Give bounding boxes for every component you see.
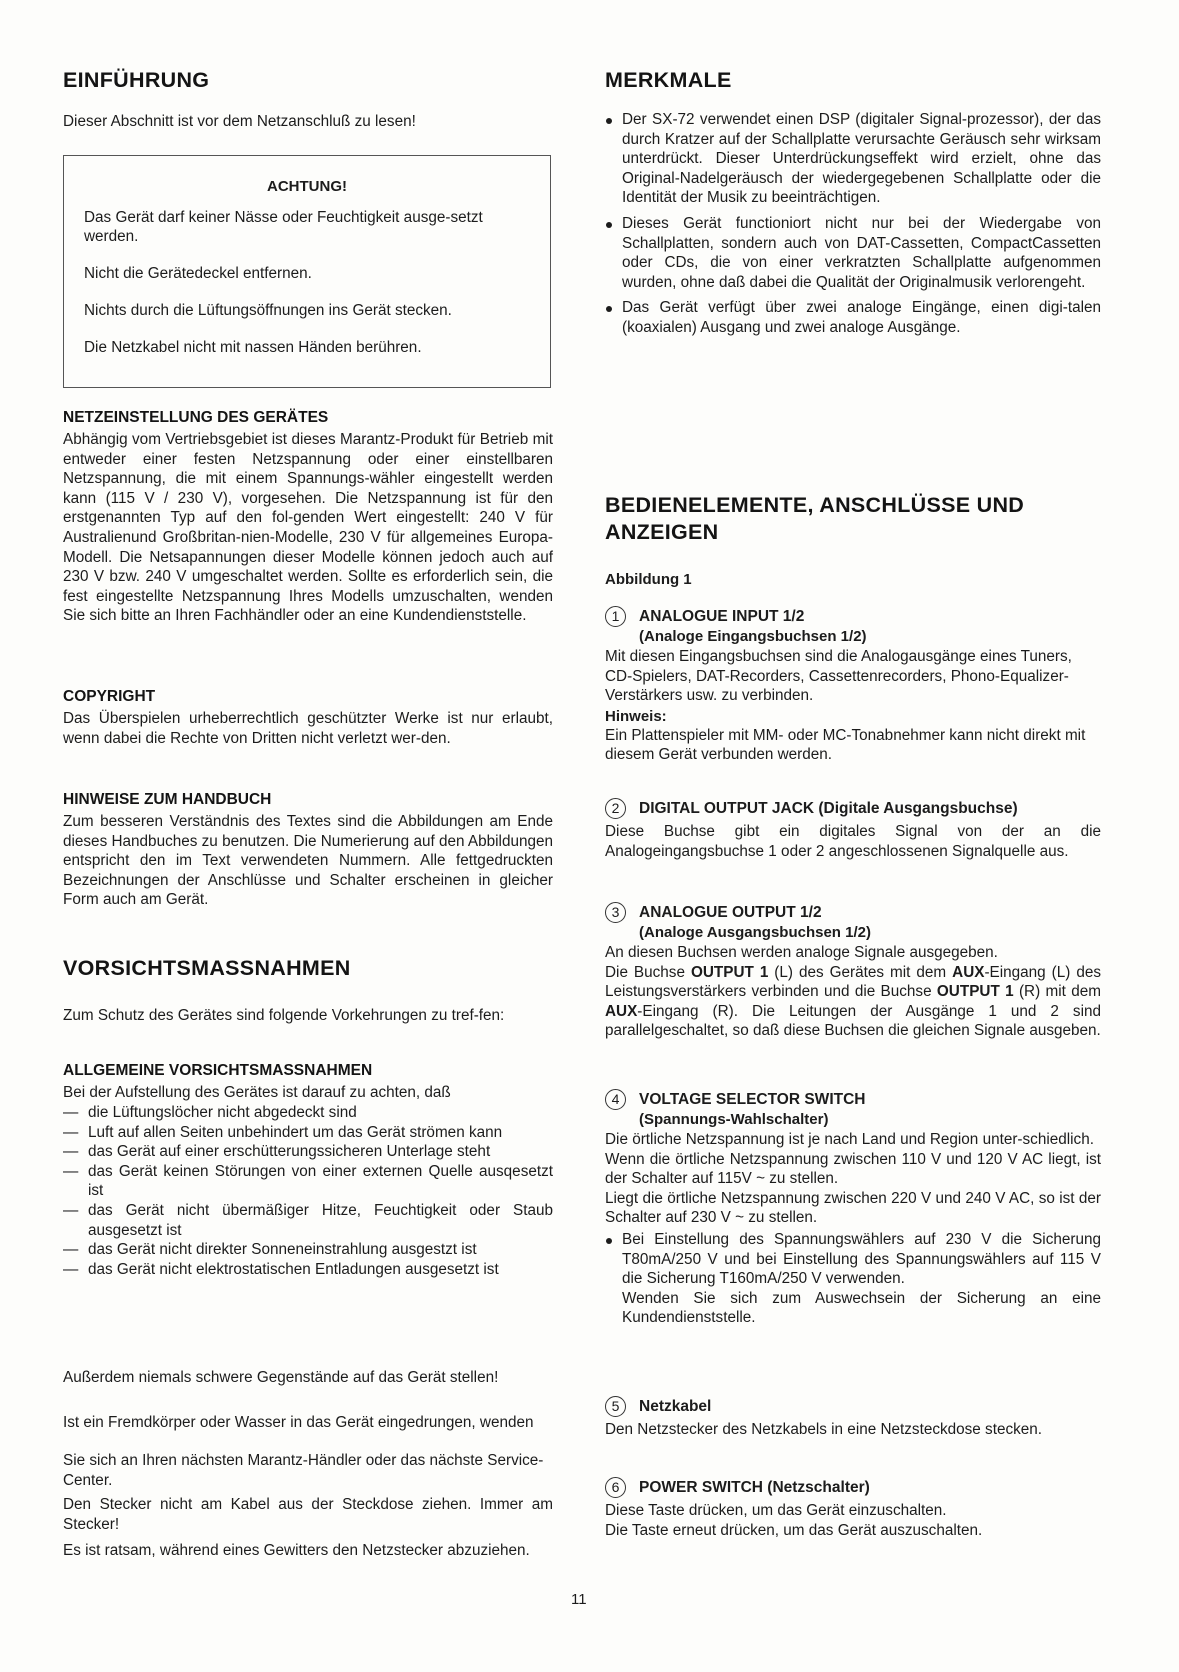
figure-label: Abbildung 1 — [605, 571, 692, 588]
item-text: An diesen Buchsen werden analoge Signale ausgegeben. — [605, 944, 998, 961]
section-title-einfuehrung: EINFÜHRUNG — [63, 68, 210, 92]
vorsicht-sub-intro: Bei der Aufstellung des Gerätes ist darauf zu achten, daß — [63, 1084, 451, 1101]
item-subtitle: (Analoge Eingangsbuchsen 1/2) — [639, 628, 867, 645]
number-badge: 1 — [605, 606, 626, 627]
item-heading — [605, 903, 1101, 943]
item-text: Wenn die örtliche Netzspannung zwischen 110 V und 120 V AC liegt, ist der Schalter auf 115V ~ zu stellen. — [605, 1150, 1101, 1188]
control-item-5 — [605, 1397, 1101, 1440]
item-heading — [605, 799, 1101, 819]
section-title-vorsicht: VORSICHTSMASSNAHMEN — [63, 956, 351, 980]
control-item-2 — [605, 799, 1101, 861]
item-text: Liegt die örtliche Netzspannung zwischen 220 V und 240 V AC, so ist der Schalter auf 230 V ~ zu stellen. — [605, 1189, 1101, 1227]
list-item: — die Lüftungslöcher nicht abgedeckt sind — [63, 1103, 553, 1123]
vorsicht-para-4: Es ist ratsam, während eines Gewitters den Netzstecker abzuziehen. — [63, 1542, 530, 1559]
vorsicht-sub-heading: ALLGEMEINE VORSICHTSMASSNAHMEN — [63, 1062, 373, 1079]
item-heading — [605, 1397, 1101, 1417]
copyright-heading: COPYRIGHT — [63, 688, 156, 705]
item-text: Die örtliche Netzspannung ist je nach Land und Region unter-schiedlich. — [605, 1131, 1094, 1148]
control-item-3 — [605, 903, 1101, 1041]
control-item-1 — [605, 607, 1101, 765]
copyright-text: Das Überspielen urheberrechtlich geschützter Werke ist nur erlaubt, wenn dabei die Rechte von Dritten nicht verletzt wer-den. — [63, 710, 553, 747]
vorsicht-para-2b: Sie sich an Ihren nächsten Marantz-Händler oder das nächste Service-Center. — [63, 1452, 544, 1489]
warning-line: Das Gerät darf keiner Nässe oder Feuchtigkeit ausge-setzt werden. — [84, 209, 483, 245]
control-item-6 — [605, 1478, 1101, 1540]
vorsicht-para-3: Den Stecker nicht am Kabel aus der Steckdose ziehen. Immer am Stecker! — [63, 1496, 553, 1533]
item-text: Diese Buchse gibt ein digitales Signal von der an die Analogeingangsbuchse 1 oder 2 angeschlossenen Signalquelle aus. — [605, 823, 1101, 860]
number-badge: 5 — [605, 1396, 626, 1417]
list-item: Dieses Gerät functioniort nicht nur bei der Wiedergabe von Schallplatten, sondern auch von DAT-Cassetten, CompactCassetten oder CDs, die von einer verkratzten Schallplatte aufgenommen wurden, ohne daß dabei die Qualität der Originalmusik verlorengeht. — [605, 214, 1101, 292]
hinweise-text: Zum besseren Verständnis des Textes sind die Abbildungen am Ende dieses Handbuches zu benutzen. Die Numerierung auf den Abbildungen entspricht den im Text verwendeten Nummern. Alle fettgedruckten Bezeichnungen der Anschlüsse und Schalter erscheinen in gleicher Form auch am Gerät. — [63, 813, 553, 909]
vorsicht-para-1: Außerdem niemals schwere Gegenstände auf das Gerät stellen! — [63, 1369, 499, 1386]
precaution-list — [63, 1103, 553, 1279]
item-subtitle: (Analoge Ausgangsbuchsen 1/2) — [639, 924, 871, 941]
warning-title: ACHTUNG! — [267, 178, 347, 195]
item-title: DIGITAL OUTPUT JACK (Digitale Ausgangsbuchse) — [639, 800, 1018, 817]
control-item-4 — [605, 1090, 1101, 1328]
merkmale-list — [605, 110, 1101, 344]
item-text: Die Taste erneut drücken, um das Gerät auszuschalten. — [605, 1521, 983, 1539]
hinweise-heading: HINWEISE ZUM HANDBUCH — [63, 791, 272, 808]
item-title: POWER SWITCH (Netzschalter) — [639, 1479, 870, 1496]
section-title-merkmale: MERKMALE — [605, 68, 732, 92]
list-item: — das Gerät nicht elektrostatischen Entladungen ausgesetzt ist — [63, 1260, 553, 1280]
item-title: VOLTAGE SELECTOR SWITCH — [639, 1091, 866, 1108]
page-number: 11 — [571, 1591, 587, 1608]
item-text: Mit diesen Eingangsbuchsen sind die Analogausgänge eines Tuners, CD-Spielers, DAT-Recorders, Cassettenrecorders, Phono-Equalizer-Verstärkers usw. zu verbinden. — [605, 648, 1072, 705]
section-title-bedien: BEDIENELEMENTE, ANSCHLÜSSE UND ANZEIGEN — [605, 493, 1025, 544]
warning-line: Die Netzkabel nicht mit nassen Händen berühren. — [84, 339, 422, 356]
list-item: — Luft auf allen Seiten unbehindert um das Gerät strömen kann — [63, 1123, 553, 1143]
list-item: — das Gerät nicht übermäßiger Hitze, Feuchtigkeit oder Staub ausgesetzt ist — [63, 1201, 553, 1240]
netzeinstellung-heading: NETZEINSTELLUNG DES GERÄTES — [63, 409, 329, 426]
netzeinstellung-text: Abhängig vom Vertriebsgebiet ist dieses Marantz-Produkt für Betrieb mit entweder einer festen Netzspannung oder einer einstellbaren Netzspannung, die mit einem Spannungs-wähler eingestellt werden kann (115 V / 230 V), vorgesehen. Die Netzspannung ist für den erstgenannten Typ auf den fol-genden Wert eingestellt: 240 V für Australienund Großbritan-nien-Modelle, 230 V für allgemeines Europa-Modell. Die Netsapannungen dieser Modelle können jedoch auch auf 230 V bzw. 240 V umgeschaltet werden. Sollte es erforderlich sein, die fest eingestellte Netzspannung Ihres Modells umzuschalten, wenden Sie sich bitte an Ihren Fachhändler oder an eine Kundendienststelle. — [63, 431, 553, 625]
list-item: — das Gerät nicht direkter Sonneneinstrahlung ausgestzt ist — [63, 1240, 553, 1260]
fuse-list — [605, 1230, 1101, 1328]
vorsicht-intro: Zum Schutz des Gerätes sind folgende Vorkehrungen zu tref-fen: — [63, 1007, 505, 1024]
einfuehrung-intro: Dieser Abschnitt ist vor dem Netzanschluß zu lesen! — [63, 113, 416, 130]
item-text: Den Netzstecker des Netzkabels in eine Netzsteckdose stecken. — [605, 1421, 1043, 1438]
item-title: ANALOGUE INPUT 1/2 — [639, 608, 805, 625]
warning-line: Nichts durch die Lüftungsöffnungen ins Gerät stecken. — [84, 302, 452, 319]
vorsicht-para-2a: Ist ein Fremdkörper oder Wasser in das Gerät eingedrungen, wenden — [63, 1414, 534, 1431]
note-label: Hinweis: — [605, 707, 667, 725]
note-text: Ein Plattenspieler mit MM- oder MC-Tonabnehmer kann nicht direkt mit diesem Gerät verbunden werden. — [605, 726, 1086, 764]
item-subtitle: (Spannungs-Wahlschalter) — [639, 1111, 829, 1128]
number-badge: 4 — [605, 1089, 626, 1110]
warning-box — [63, 155, 551, 388]
list-item: Das Gerät verfügt über zwei analoge Eingänge, einen digi-talen (koaxialen) Ausgang und zwei analoge Ausgänge. — [605, 298, 1101, 337]
warning-line: Nicht die Gerätedeckel entfernen. — [84, 265, 312, 282]
item-title: Netzkabel — [639, 1398, 712, 1415]
list-item: Der SX-72 verwendet einen DSP (digitaler Signal-prozessor), der das durch Kratzer auf der Schallplatte verursachte Geräusch sehr wirksam unterdrückt. Dieser Unterdrückungseffekt wird erzielt, ohne das Original-Nadelgeräusch der wiedergegebenen Schallplatte oder die Identität der Musik zu beeinträchtigen. — [605, 110, 1101, 208]
item-heading — [605, 1090, 1101, 1130]
list-item: — das Gerät keinen Störungen von einer externen Quelle ausqesetzt ist — [63, 1162, 553, 1201]
item-heading — [605, 607, 1101, 647]
item-text-2: Die Buchse OUTPUT 1 (L) des Gerätes mit dem AUX-Eingang (L) des Leistungsverstärkers verbinden und die Buchse OUTPUT 1 (R) mit dem AUX-Eingang (R). Die Leitungen der Ausgänge 1 und 2 sind parallelgeschaltet, so daß diese Buchsen die gleichen Signale ausgeben. — [605, 963, 1102, 1040]
list-item: Bei Einstellung des Spannungswählers auf 230 V die Sicherung T80mA/250 V und bei Einstellung des Spannungswählers auf 115 V die Sicherung T160mA/250 V verwenden. Wenden Sie sich zum Auswechsein der Sicherung an eine Kundendienststelle. — [605, 1230, 1101, 1328]
number-badge: 2 — [605, 798, 626, 819]
item-title: ANALOGUE OUTPUT 1/2 — [639, 904, 822, 921]
list-item: — das Gerät auf einer erschütterungssicheren Unterlage steht — [63, 1142, 553, 1162]
item-text: Diese Taste drücken, um das Gerät einzuschalten. — [605, 1502, 947, 1519]
item-heading — [605, 1478, 1101, 1498]
number-badge: 6 — [605, 1477, 626, 1498]
number-badge: 3 — [605, 902, 626, 923]
